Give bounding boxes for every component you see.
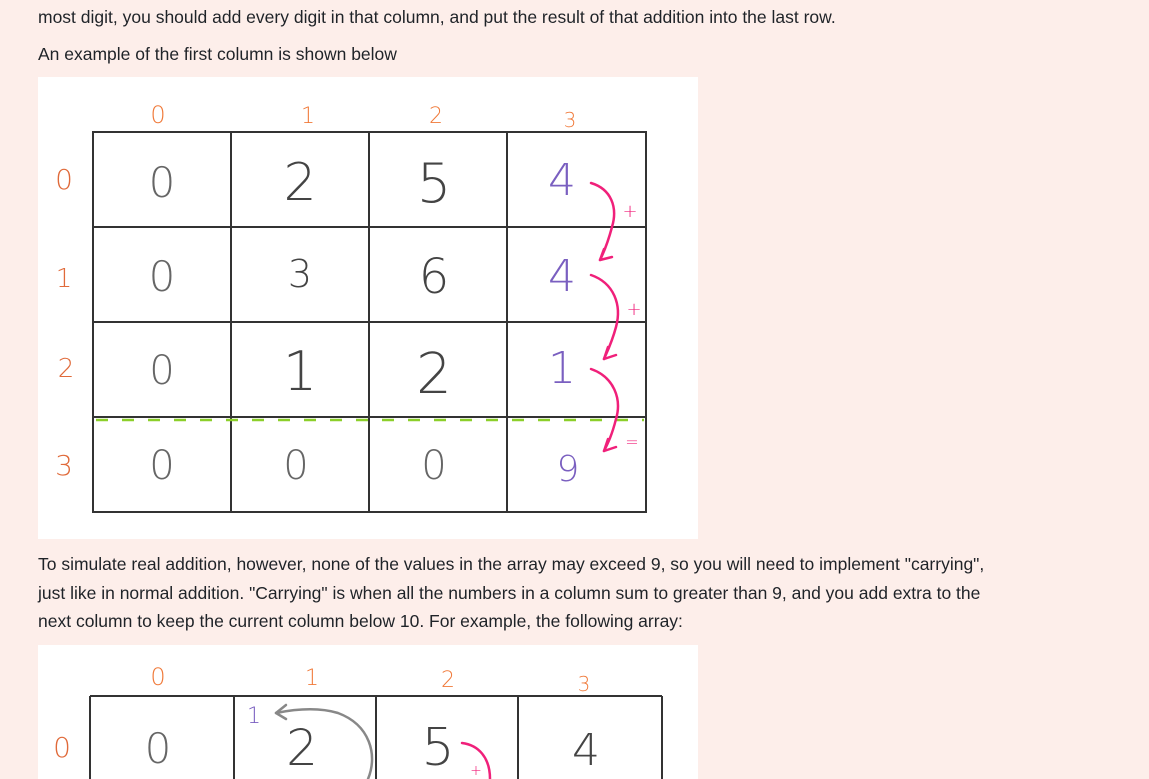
cell-digit: 3 <box>287 252 313 296</box>
cell-digit: 5 <box>416 152 452 215</box>
cell-digit: 0 <box>149 443 175 489</box>
cell-digit: 2 <box>286 719 318 777</box>
addition-arrows <box>591 183 618 451</box>
carry-digit: 1 <box>247 704 261 729</box>
cell-digit: 0 <box>148 158 176 207</box>
cell-digit: 2 <box>416 342 452 407</box>
cell-digit: 1 <box>548 343 576 394</box>
cell-digit: 0 <box>148 252 176 301</box>
carry-example-figure <box>38 645 698 779</box>
cell-digit: 4 <box>572 725 600 776</box>
column-label: 3 <box>577 672 591 696</box>
column-label: 1 <box>305 666 319 691</box>
column-label: 0 <box>150 663 166 691</box>
paragraph-line: just like in normal addition. "Carrying" is when all the numbers in a column sum to greater than 9, and you add extra to the <box>38 582 981 603</box>
equals-sign: = <box>625 432 639 451</box>
cell-digit: 4 <box>548 155 576 206</box>
paragraph-carrying-explanation <box>38 550 984 636</box>
carry-grid-diagram <box>38 645 698 779</box>
cell-digit: 0 <box>283 443 309 489</box>
paragraph-line: To simulate real addition, however, none of the values in the array may exceed 9, so you will need to implement "carrying", <box>38 554 985 574</box>
paragraph-intro-continued: most digit, you should add every digit in that column, and put the result of that addition into the last row. <box>38 7 836 27</box>
row-label: 2 <box>57 354 75 384</box>
cell-digit: 6 <box>418 249 450 305</box>
cell-digit: 5 <box>421 718 455 778</box>
column-label: 2 <box>441 668 455 693</box>
column-label: 2 <box>429 104 443 129</box>
cell-digit: 0 <box>144 724 172 773</box>
sum-grid-diagram <box>38 77 698 539</box>
row-label: 3 <box>55 449 73 482</box>
paragraph-line: next column to keep the current column below 10. For example, the following array: <box>38 611 683 631</box>
plus-sign: + <box>470 763 482 779</box>
row-label: 0 <box>53 731 71 764</box>
first-column-example-figure <box>38 77 698 539</box>
cell-digit: 4 <box>548 251 576 302</box>
cell-digit: 0 <box>149 348 175 394</box>
cell-digit: 0 <box>421 443 447 489</box>
plus-sign: + <box>622 201 638 222</box>
column-label: 0 <box>150 101 166 129</box>
column-label: 1 <box>301 104 315 129</box>
sum-result-digit: 9 <box>556 449 580 490</box>
cell-digit: 2 <box>283 153 317 213</box>
plus-sign: + <box>626 299 642 320</box>
column-label: 3 <box>563 108 577 132</box>
cell-digit: 1 <box>282 340 318 403</box>
paragraph-example-caption: An example of the first column is shown below <box>38 44 397 64</box>
row-label: 0 <box>55 163 73 196</box>
row-label: 1 <box>55 264 73 294</box>
